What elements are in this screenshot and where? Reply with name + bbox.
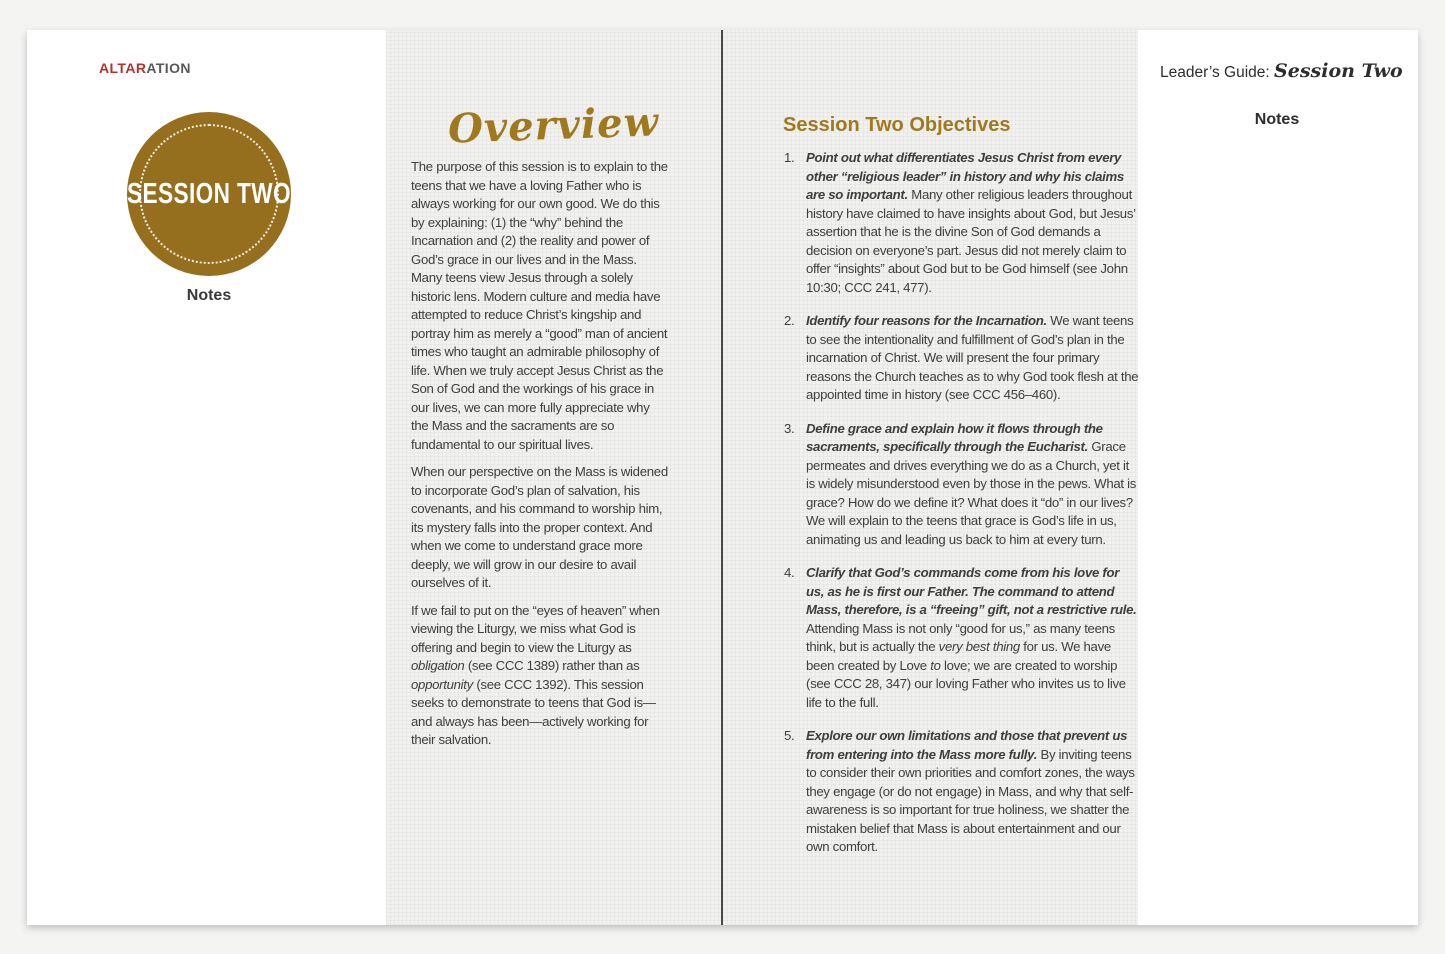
page-header [1160,60,1430,82]
badge-label: SESSION TWO [127,177,291,210]
objective-number: 2. [784,313,795,328]
objective-body-italic: very best thing [938,639,1020,654]
altaration-logo [99,60,191,76]
page-header-prefix: Leader’s Guide: [1160,64,1275,81]
objective-item-3 [784,420,1140,550]
column-divider-rule [721,30,723,925]
objective-body-segment: love; we are created to worship (see CCC 28, 347) our loving Father who invites us to live life to the full. [806,657,1126,710]
session-two-badge [127,112,291,276]
objective-body: Grace permeates and drives everything we do as a Church, yet it is widely misunderstood even by those in the pews. What is grace? How do we define it? What does it “do” in our lives? We will explain to the teens that grace is God’s life in us, animating us and leading us back to him at every turn. [806,439,1137,547]
objective-lead: Identify four reasons for the Incarnation. [806,313,1047,328]
objective-body: We want teens to see the intentionality and fulfillment of God’s plan in the incarnation of Christ. We will present the four primary reasons the Church teaches as to why God took flesh at the appointed time in history (see CCC 456–460). [806,313,1139,402]
overview-title: Overview [447,98,660,153]
objective-item-2 [784,312,1140,405]
objective-item-1 [784,149,1140,297]
guide-page [27,30,1418,925]
objective-text [806,420,1140,550]
objective-lead: Point out what differentiates Jesus Christ from every other “religious leader” in history and why his claims are so important. [806,150,1124,202]
objective-text [806,312,1140,405]
overview-p3-segment: (see CCC 1392). This session seeks to demonstrate to teens that God is—and always has been—actively working for their salvation. [411,676,656,747]
objectives-heading: Session Two Objectives [783,114,1011,136]
overview-paragraph-1: The purpose of this session is to explain to the teens that we have a loving Father who is always working for our own good. We do this by explaining: (1) the “why” behind the Incarnation and (2) the reality and power of God’s grace in our lives and in the Mass. Many teens view Jesus through a solely historic lens. Modern culture and media have attempted to reduce Christ’s kingship and portray him as merely a “good” man of ancient times who taught an admirable philosophy of life. When we truly accept Jesus Christ as the Son of God and the workings of his grace in our lives, we can more fully appreciate why the Mass and the sacraments are so fundamental to our spiritual lives. [411,159,668,452]
objective-text [806,564,1140,712]
objective-text [806,727,1140,857]
objective-lead: Clarify that God’s commands come from his love for us, as he is first our Father. The command to attend Mass, therefore, is a “freeing” gift, not a restrictive rule. [806,565,1137,617]
objective-body-italic: to [930,657,941,673]
objective-body: By inviting teens to consider their own priorities and comfort zones, the ways they engage (or do not engage) in Mass, and why that self-awareness is so important for true holiness, we shatter the mistaken belief that Mass is about entertainment and our own comfort. [806,746,1135,854]
overview-paragraph-3 [411,602,669,750]
overview-p3-segment: (see CCC 1389) rather than as [464,658,640,673]
objective-number: 1. [784,150,795,165]
right-notes-heading: Notes [1254,111,1300,128]
objective-body-segment: for us. We have been created by Love [806,639,1111,673]
overview-body [411,158,669,759]
objective-item-5 [784,727,1140,857]
logo-altar-text: ALTAR [99,60,147,76]
objective-item-4 [784,564,1140,712]
overview-p3-segment: If we fail to put on the “eyes of heaven” when viewing the Liturgy, we miss what God is offering and begin to view the Liturgy as [411,602,660,655]
objective-number: 4. [784,565,795,580]
overview-paragraph-2: When our perspective on the Mass is widened to incorporate God’s plan of salvation, his covenants, and his command to worship him, its mystery falls into the proper context. And when we come to understand grace more deeply, we will grow in our desire to avail ourselves of it. [411,464,668,590]
page-header-session-script: Session Two [1274,60,1403,82]
objective-text [806,149,1140,297]
objective-body: Many other religious leaders throughout history have claimed to have insights about God, but Jesus’ assertion that he is the divine Son of God demands a decision on everyone’s part. Jesus did not merely claim to offer “insights” about God but to be God himself (see John 10:30; CCC 241, 477). [806,187,1136,295]
left-notes-heading: Notes [186,287,232,304]
overview-p3-italic: obligation [411,658,465,673]
objective-number: 3. [784,420,795,436]
logo-ation-text: ATION [146,60,191,76]
objective-lead: Explore our own limitations and those that prevent us from entering into the Mass more fully. [806,728,1128,762]
objective-number: 5. [784,728,795,743]
objectives-list [784,149,1140,872]
objective-body-segment: Attending Mass is not only “good for us,” as many teens think, but is actually the [806,620,1115,654]
objective-lead: Define grace and explain how it flows through the sacraments, specifically through the Eucharist. [806,420,1103,454]
overview-p3-italic: opportunity [411,676,473,692]
